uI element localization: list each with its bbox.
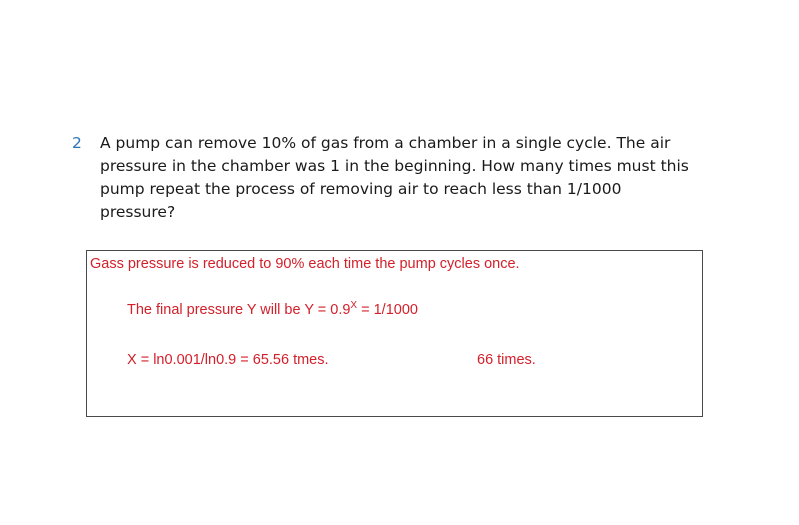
question-number: 2 <box>72 134 82 152</box>
answer-box <box>86 250 703 417</box>
answer-result: 66 times. <box>477 352 536 368</box>
equation-exponent: X <box>350 300 358 311</box>
answer-solution: X = ln0.001/ln0.9 = 65.56 tmes. <box>127 352 329 368</box>
equation-prefix: The final pressure Y will be Y = 0.9 <box>127 302 351 318</box>
answer-equation <box>127 302 418 318</box>
equation-suffix: = 1/1000 <box>357 302 418 318</box>
question-text: A pump can remove 10% of gas from a chamber in a single cycle. The air pressure in the chamber was 1 in the beginning. How many times must this pump repeat the process of removing air to reach less than 1/1000 pressure? <box>100 134 689 221</box>
answer-explanation: Gass pressure is reduced to 90% each time the pump cycles once. <box>90 256 520 272</box>
